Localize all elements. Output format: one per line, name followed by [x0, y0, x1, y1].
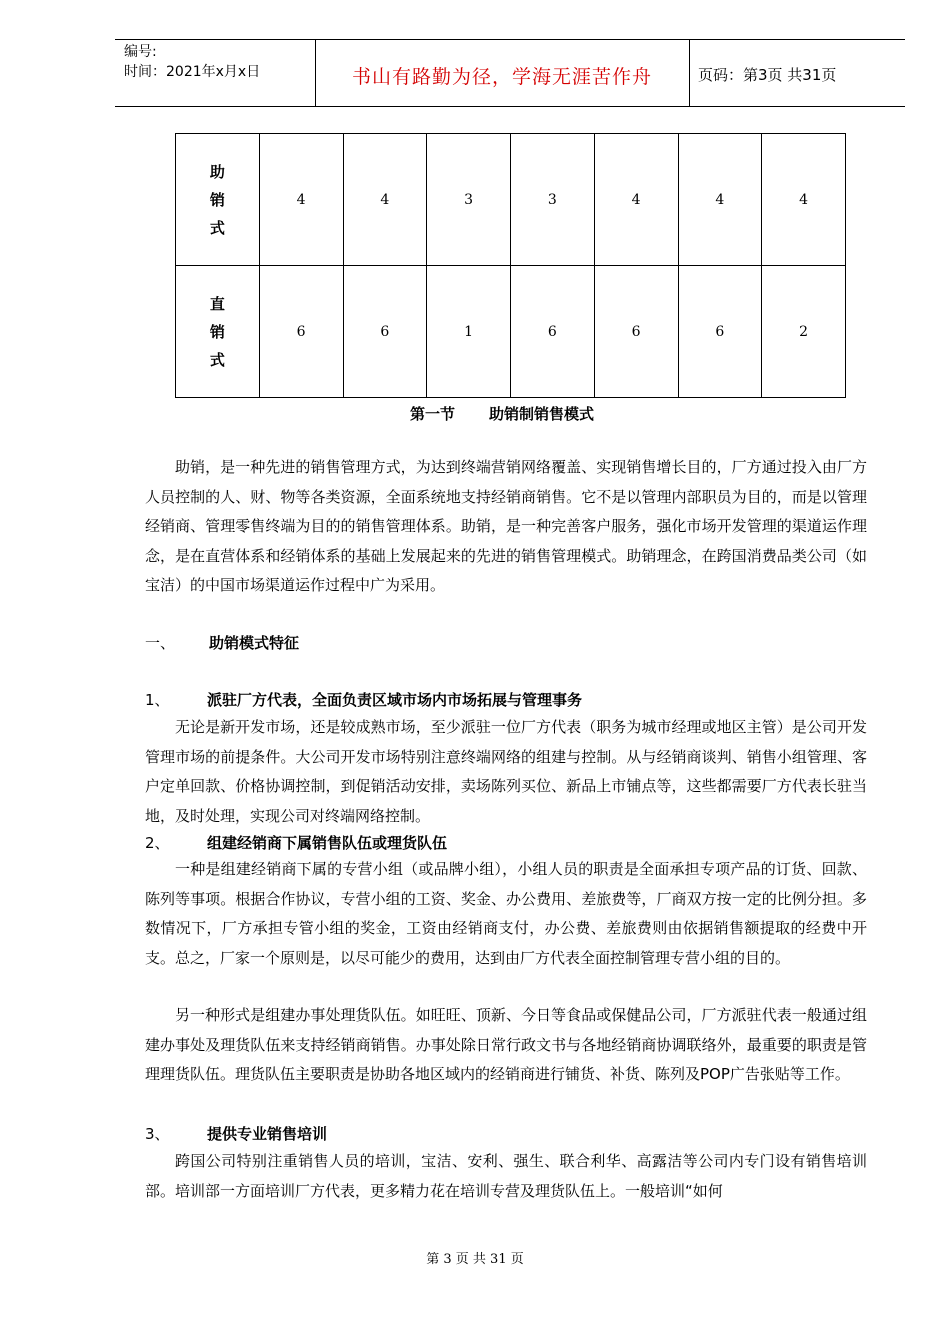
body-paragraph: 跨国公司特别注重销售人员的培训，宝洁、安利、强生、联合利华、高露洁等公司内专门设有销售培训部。培训部一方面培训厂方代表，更多精力花在培训专营及理货队伍上。一般培训“如何	[145, 1152, 867, 1200]
table-cell: 6	[678, 266, 762, 398]
row-label: 直 销 式	[176, 266, 260, 398]
comparison-table	[175, 133, 846, 398]
heading-title: 助销模式特征	[209, 634, 300, 652]
table-cell: 3	[427, 134, 511, 266]
header-meta	[124, 42, 260, 82]
body-paragraph: 无论是新开发市场，还是较成熟市场，至少派驻一位厂方代表（职务为城市经理或地区主管）是公司开发管理市场的前提条件。大公司开发市场特别注意终端网络的组建与控制。从与经销商谈判、销售小组管理、客户定单回款、价格协调控制，到促销活动安排，卖场陈列买位、新品上市铺点等，这些都需要厂方代表长驻当地，及时处理，实现公司对终端网络控制。	[145, 718, 867, 825]
header-divider	[689, 39, 690, 106]
table-cell: 6	[594, 266, 678, 398]
header-top-rule	[115, 39, 905, 40]
table-cell: 4	[594, 134, 678, 266]
table-cell: 4	[762, 134, 846, 266]
header-page-info: 页码：第3页 共31页	[698, 66, 837, 84]
item-heading	[145, 1123, 327, 1144]
item-title: 组建经销商下属销售队伍或理货队伍	[207, 834, 448, 852]
doc-time-label: 时间：2021年x月x日	[124, 64, 261, 80]
item-title: 提供专业销售培训	[207, 1125, 328, 1143]
header-bottom-rule	[115, 106, 905, 107]
section-number: 第一节	[410, 405, 456, 423]
table-cell: 2	[762, 266, 846, 398]
heading-number: 一、	[145, 634, 176, 652]
table-cell: 4	[678, 134, 762, 266]
section-heading: 助销制销售模式	[489, 405, 595, 423]
item-number: 3、	[145, 1125, 170, 1143]
table-cell: 3	[511, 134, 595, 266]
header-motto: 书山有路勤为径，学海无涯苦作舟	[351, 66, 652, 88]
table-cell: 6	[511, 266, 595, 398]
row-label: 助 销 式	[176, 134, 260, 266]
section-title	[410, 403, 594, 424]
item-number: 1、	[145, 691, 170, 709]
table-cell: 6	[259, 266, 343, 398]
item-number: 2、	[145, 834, 170, 852]
table-cell: 4	[259, 134, 343, 266]
table-row	[176, 266, 846, 398]
table-cell: 6	[343, 266, 427, 398]
page-footer: 第 3 页 共 31 页	[426, 1252, 524, 1267]
item-title: 派驻厂方代表，全面负责区域市场内市场拓展与管理事务	[207, 691, 583, 709]
table-cell: 4	[343, 134, 427, 266]
heading-level-1	[145, 632, 299, 653]
table-row	[176, 134, 846, 266]
doc-code-label: 编号:	[124, 44, 157, 60]
body-paragraph: 一种是组建经销商下属的专营小组（或品牌小组），小组人员的职责是全面承担专项产品的订货、回款、陈列等事项。根据合作协议，专营小组的工资、奖金、办公费用、差旅费等，厂商双方按一定的比例分担。多数情况下，厂方承担专管小组的奖金，工资由经销商支付，办公费、差旅费则由依据销售额提取的经费中开支。总之，厂家一个原则是，以尽可能少的费用，达到由厂方代表全面控制管理专营小组的目的。	[145, 860, 867, 967]
item-heading	[145, 832, 447, 853]
table-cell: 1	[427, 266, 511, 398]
item-heading	[145, 689, 582, 710]
intro-paragraph: 助销，是一种先进的销售管理方式，为达到终端营销网络覆盖、实现销售增长目的，厂方通过投入由厂方人员控制的人、财、物等各类资源，全面系统地支持经销商销售。它不是以管理内部职员为目的，而是以管理经销商、管理零售终端为目的的销售管理体系。助销，是一种完善客户服务，强化市场开发管理的渠道运作理念，是在直营体系和经销体系的基础上发展起来的先进的销售管理模式。助销理念，在跨国消费品类公司（如宝洁）的中国市场渠道运作过程中广为采用。	[145, 458, 867, 594]
body-paragraph: 另一种形式是组建办事处理货队伍。如旺旺、顶新、今日等食品或保健品公司，厂方派驻代表一般通过组建办事处及理货队伍来支持经销商销售。办事处除日常行政文书与各地经销商协调联络外，最重要的职责是管理理货队伍。理货队伍主要职责是协助各地区域内的经销商进行铺货、补货、陈列及POP广告张贴等工作。	[145, 1006, 867, 1083]
